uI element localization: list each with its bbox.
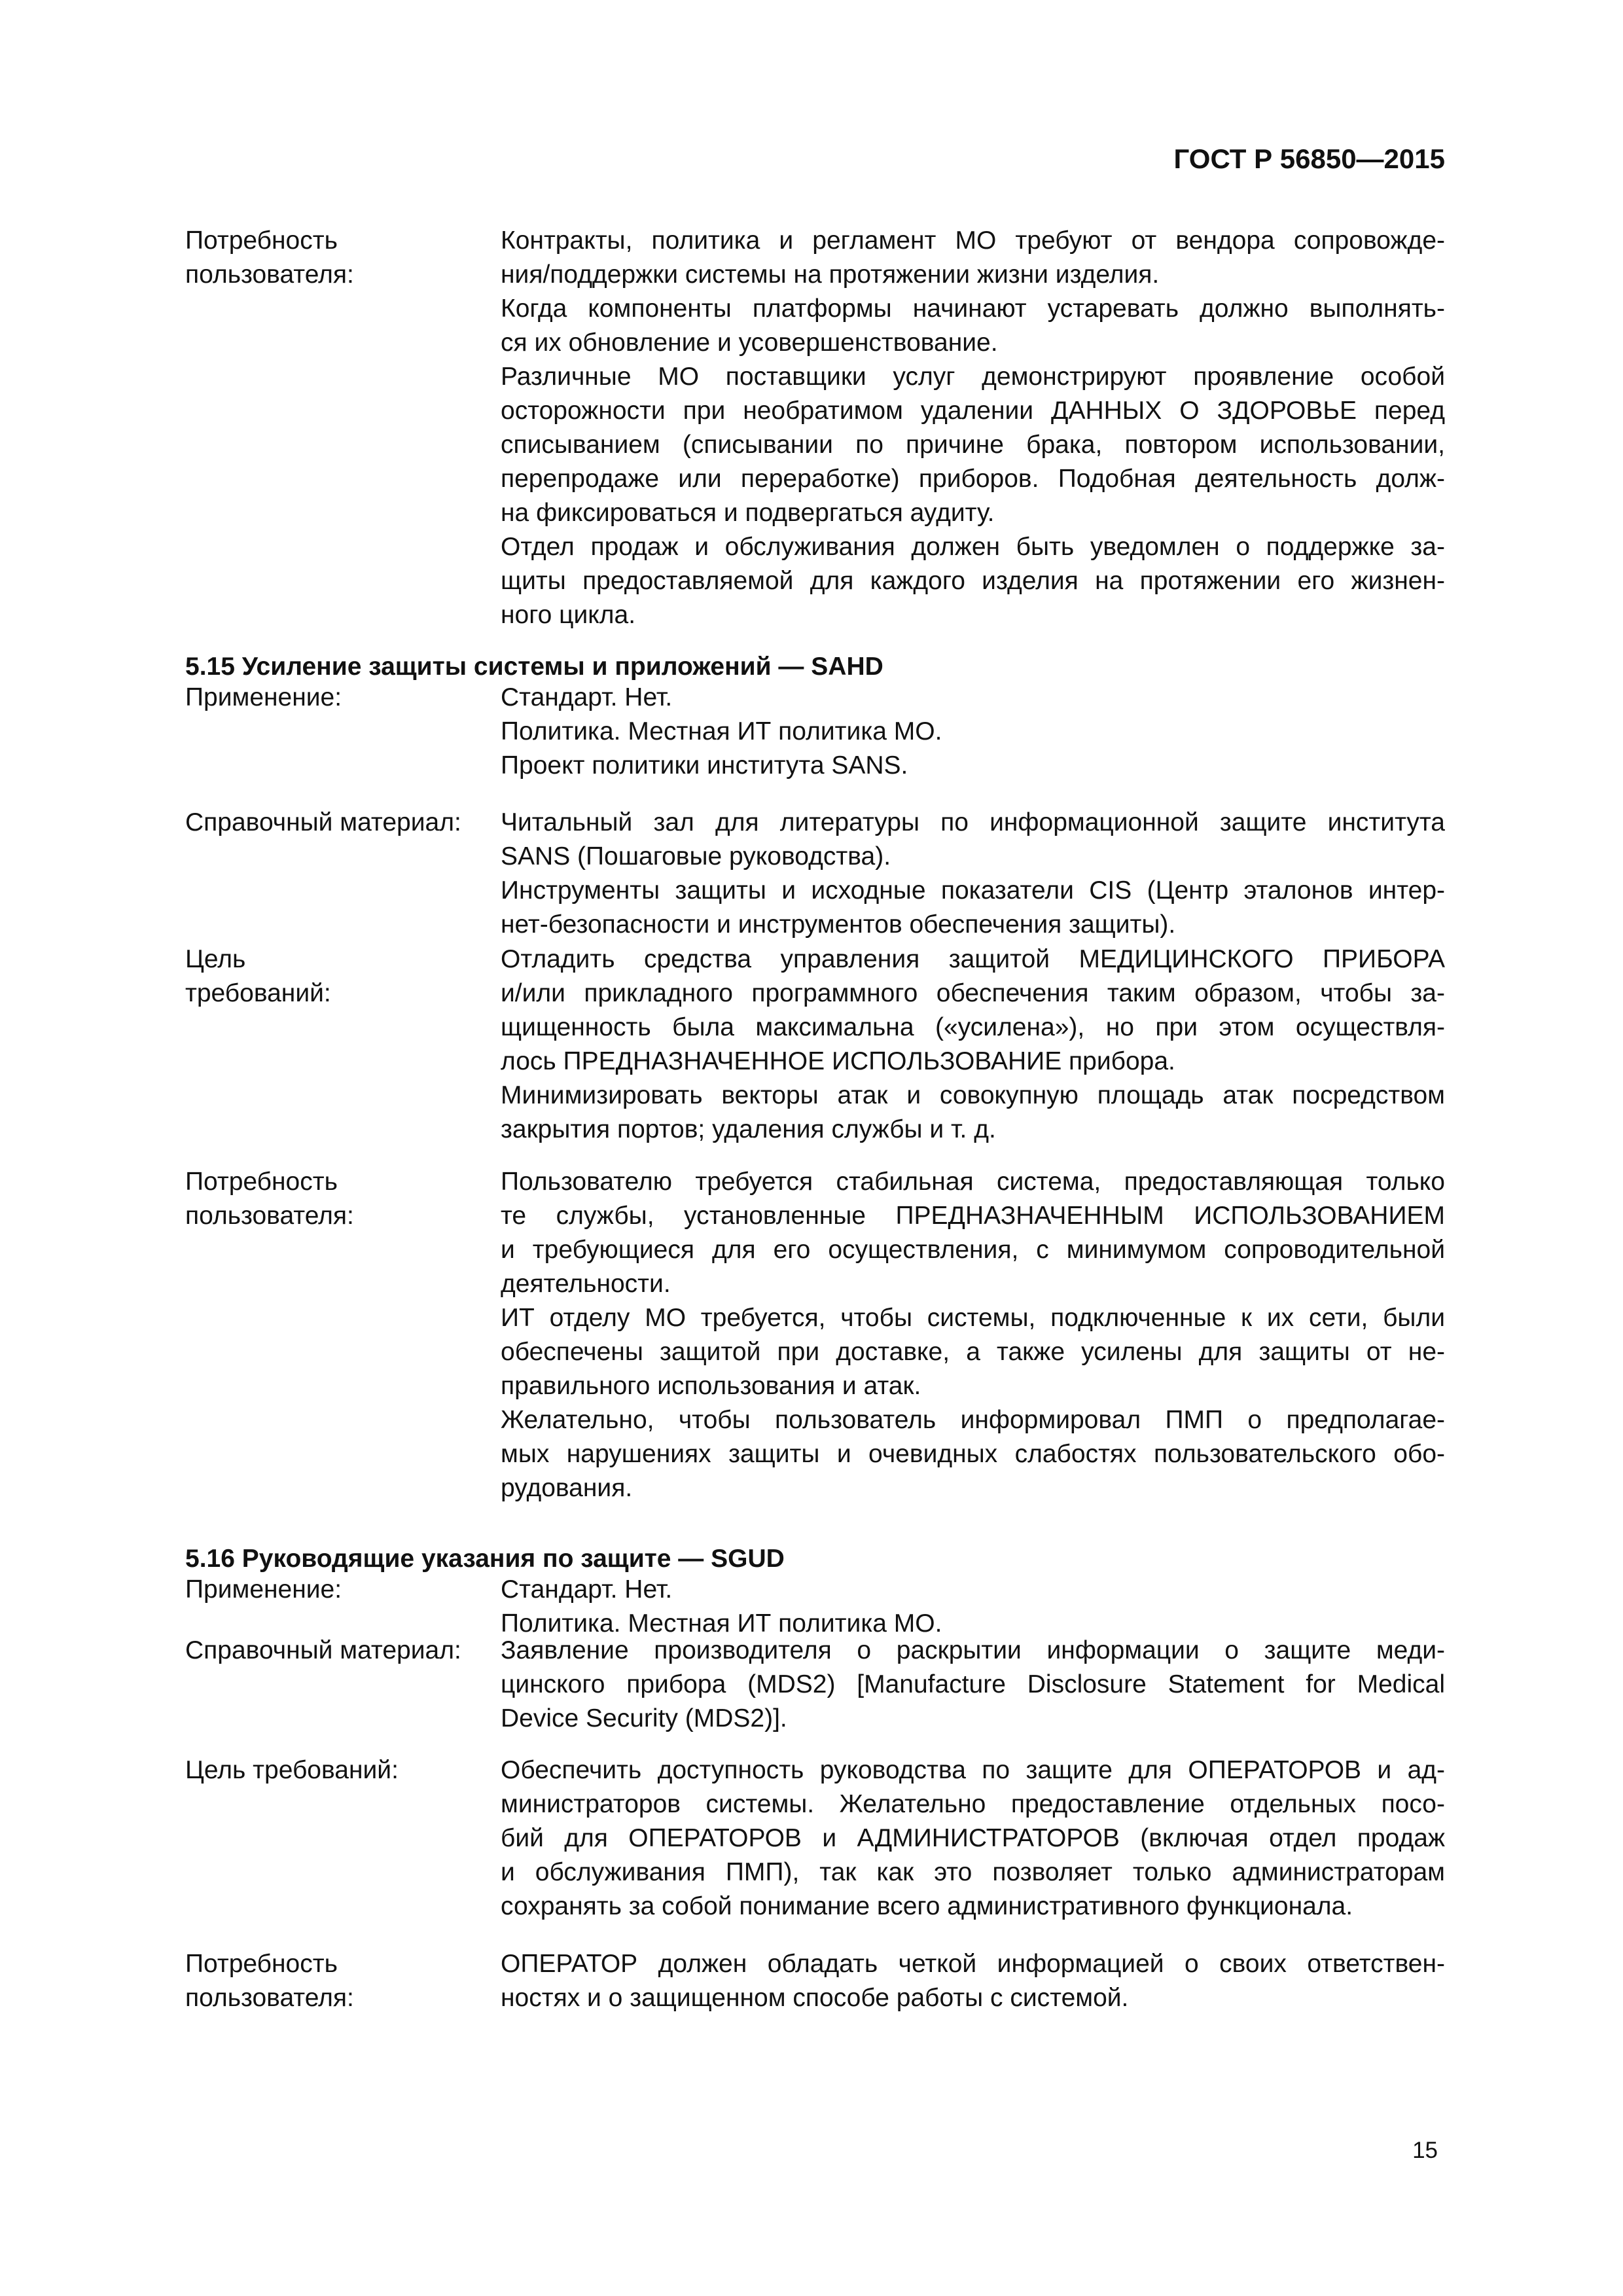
- entry-term-line: пользователя:: [185, 1202, 354, 1230]
- description-line: Минимизировать векторы атак и совокупную площадь атак посредством: [501, 1081, 1445, 1109]
- description-line: щищенность была максимальна («усилена»), но при этом осуществля-: [501, 1013, 1445, 1041]
- entry-term: [185, 224, 493, 292]
- description-line: Различные МО поставщики услуг демонстрируют проявление особой: [501, 363, 1445, 391]
- entry-term-line: Потребность: [185, 1950, 338, 1978]
- description-line: перепродаже или переработке) приборов. Подобная деятельность долж-: [501, 465, 1445, 493]
- description-line: Желательно, чтобы пользователь информировал ПМП о предполагае-: [501, 1406, 1445, 1434]
- description-line: щиты предоставляемой для каждого изделия на протяжении его жизнен-: [501, 567, 1445, 595]
- description-line: нет-безопасности и инструментов обеспечения защиты).: [501, 910, 1176, 939]
- definition-entry: [185, 942, 1445, 1147]
- description-line: и/или прикладного программного обеспечения таким образом, чтобы за-: [501, 979, 1445, 1007]
- description-line: бий для ОПЕРАТОРОВ и АДМИНИСТРАТОРОВ (включая отдел продаж: [501, 1824, 1445, 1852]
- entry-term-line: Цель: [185, 945, 246, 973]
- entry-description: [501, 806, 1445, 942]
- section-title: 5.16 Руководящие указания по защите — SGUD: [185, 1545, 785, 1573]
- description-line: Читальный зал для литературы по информационной защите института: [501, 808, 1445, 836]
- description-line: списыванием (списывании по причине брака, повтором использовании,: [501, 431, 1445, 459]
- description-line: Отладить средства управления защитой МЕДИЦИНСКОГО ПРИБОРА: [501, 945, 1445, 973]
- description-line: Стандарт. Нет.: [501, 1575, 673, 1604]
- description-line: ния/поддержки системы на протяжении жизни изделия.: [501, 260, 1160, 289]
- entry-term: [185, 1947, 493, 2015]
- description-line: ОПЕРАТОР должен обладать четкой информацией о своих ответствен-: [501, 1950, 1445, 1978]
- definition-entry: [185, 224, 1445, 632]
- entry-description: [501, 681, 1445, 783]
- entry-term-line: пользователя:: [185, 1984, 354, 2012]
- definition-entry: [185, 1753, 1445, 1924]
- description-line: ИТ отделу МО требуется, чтобы системы, подключенные к их сети, были: [501, 1304, 1445, 1332]
- description-line: Инструменты защиты и исходные показатели CIS (Центр эталонов интер-: [501, 876, 1445, 905]
- section-title: 5.15 Усиление защиты системы и приложений — SAHD: [185, 653, 883, 681]
- description-line: лось ПРЕДНАЗНАЧЕННОЕ ИСПОЛЬЗОВАНИЕ прибора.: [501, 1047, 1175, 1075]
- description-line: и требующиеся для его осуществления, с минимумом сопроводительной: [501, 1236, 1445, 1264]
- description-line: министраторов системы. Желательно предоставление отдельных посо-: [501, 1790, 1445, 1818]
- entry-term: [185, 1573, 493, 1607]
- entry-term: [185, 1634, 493, 1668]
- description-line: закрытия портов; удаления службы и т. д.: [501, 1115, 996, 1143]
- entry-description: [501, 942, 1445, 1147]
- page-number: 15: [1412, 2138, 1438, 2163]
- entry-term: [185, 681, 493, 715]
- description-line: и обслуживания ПМП), так как это позволяет только администраторам: [501, 1858, 1445, 1886]
- definition-entry: [185, 1947, 1445, 2015]
- description-line: ного цикла.: [501, 601, 636, 629]
- description-line: Device Security (MDS2)].: [501, 1704, 787, 1732]
- description-line: те службы, установленные ПРЕДНАЗНАЧЕННЫМ ИСПОЛЬЗОВАНИЕМ: [501, 1202, 1445, 1230]
- entry-term-line: Справочный материал:: [185, 1636, 461, 1664]
- entry-description: [501, 1753, 1445, 1924]
- description-line: осторожности при необратимом удалении ДАННЫХ О ЗДОРОВЬЕ перед: [501, 397, 1445, 425]
- entry-term-line: Применение:: [185, 1575, 342, 1604]
- definition-entry: [185, 806, 1445, 942]
- description-line: Пользователю требуется стабильная система, предоставляющая только: [501, 1168, 1445, 1196]
- entry-description: [501, 224, 1445, 632]
- entry-term-line: Справочный материал:: [185, 808, 461, 836]
- description-line: Когда компоненты платформы начинают устаревать должно выполнять-: [501, 295, 1445, 323]
- entry-description: [501, 1165, 1445, 1505]
- description-line: деятельности.: [501, 1270, 671, 1298]
- description-line: рудования.: [501, 1474, 633, 1502]
- description-line: Контракты, политика и регламент МО требуют от вендора сопровожде-: [501, 226, 1445, 255]
- description-line: мых нарушениях защиты и очевидных слабостях пользовательского обо-: [501, 1440, 1445, 1468]
- entry-term-line: Цель требований:: [185, 1756, 399, 1784]
- definition-entry: [185, 1165, 1445, 1505]
- entry-term-line: требований:: [185, 979, 331, 1007]
- entry-term: [185, 942, 493, 1011]
- entry-term-line: Применение:: [185, 683, 342, 711]
- description-line: цинского прибора (MDS2) [Manufacture Disclosure Statement for Medical: [501, 1670, 1445, 1698]
- description-line: обеспечены защитой при доставке, а также усилены для защиты от не-: [501, 1338, 1445, 1366]
- description-line: Проект политики института SANS.: [501, 751, 908, 780]
- entry-term-line: пользователя:: [185, 260, 354, 289]
- entry-description: [501, 1634, 1445, 1736]
- description-line: Отдел продаж и обслуживания должен быть уведомлен о поддержке за-: [501, 533, 1445, 561]
- entry-term: [185, 1165, 493, 1233]
- entry-description: [501, 1947, 1445, 2015]
- entry-term: [185, 1753, 493, 1787]
- entry-term: [185, 806, 493, 840]
- definition-entry: [185, 1634, 1445, 1736]
- entry-term-line: Потребность: [185, 1168, 338, 1196]
- description-line: Заявление производителя о раскрытии информации о защите меди-: [501, 1636, 1445, 1664]
- description-line: ностях и о защищенном способе работы с системой.: [501, 1984, 1129, 2012]
- entry-description: [501, 1573, 1445, 1641]
- description-line: Политика. Местная ИТ политика МО.: [501, 717, 942, 745]
- definition-entry: [185, 1573, 1445, 1641]
- description-line: Обеспечить доступность руководства по защите для ОПЕРАТОРОВ и ад-: [501, 1756, 1445, 1784]
- entry-term-line: Потребность: [185, 226, 338, 255]
- description-line: Стандарт. Нет.: [501, 683, 673, 711]
- description-line: Политика. Местная ИТ политика МО.: [501, 1609, 942, 1638]
- description-line: сохранять за собой понимание всего административного функционала.: [501, 1892, 1353, 1920]
- description-line: на фиксироваться и подвергаться аудиту.: [501, 499, 995, 527]
- description-line: SANS (Пошаговые руководства).: [501, 842, 891, 870]
- description-line: ся их обновление и усовершенствование.: [501, 329, 998, 357]
- document-header: ГОСТ Р 56850—2015: [1173, 143, 1445, 174]
- description-line: правильного использования и атак.: [501, 1372, 921, 1400]
- definition-entry: [185, 681, 1445, 783]
